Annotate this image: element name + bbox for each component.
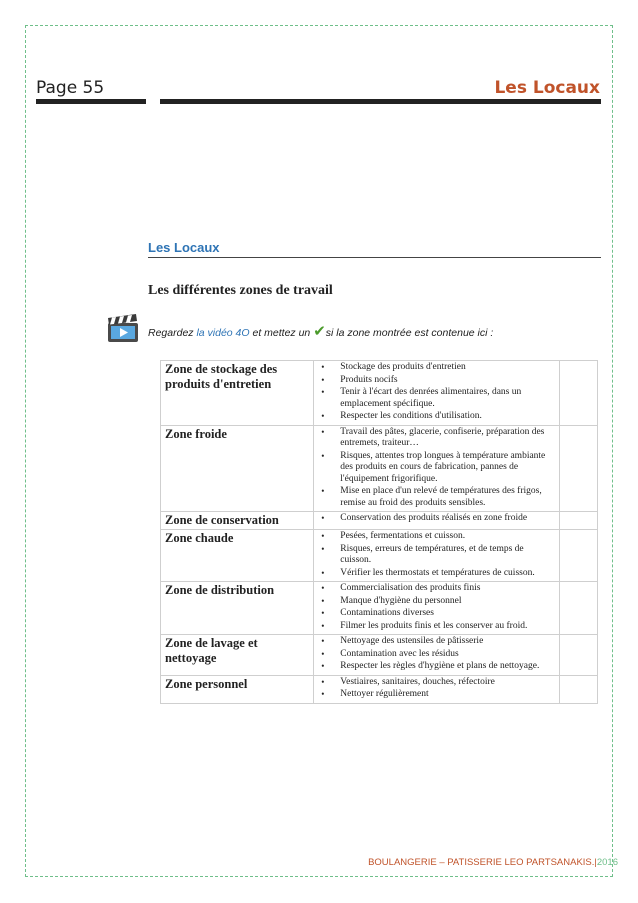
table-row bbox=[161, 530, 598, 582]
list-item: • Travail des pâtes, glacerie, confiserie, préparation des entremets, traiteur… bbox=[318, 427, 555, 450]
check-cell[interactable] bbox=[560, 530, 598, 582]
footer-year: 2016 bbox=[596, 857, 618, 868]
video-link[interactable]: la vidéo 4O bbox=[196, 327, 250, 339]
section-title: Les Locaux bbox=[148, 240, 220, 255]
list-item: • Nettoyage des ustensiles de pâtisserie bbox=[318, 636, 555, 648]
table-row bbox=[161, 425, 598, 512]
zones-table bbox=[160, 360, 598, 704]
list-item: • Produits nocifs bbox=[318, 375, 555, 387]
zone-items-list bbox=[318, 513, 555, 525]
list-item: • Respecter les règles d'hygiène et plans de nettoyage. bbox=[318, 661, 555, 673]
instruction-prefix: Regardez bbox=[148, 327, 197, 339]
zone-name: Zone de distribution bbox=[161, 582, 314, 635]
list-item: • Mise en place d'un relevé de températures des frigos, remise au froid des produits sensibles. bbox=[318, 486, 555, 509]
zone-description bbox=[314, 635, 560, 676]
footer bbox=[368, 857, 618, 868]
table-row bbox=[161, 675, 598, 703]
check-cell[interactable] bbox=[560, 675, 598, 703]
zone-description bbox=[314, 675, 560, 703]
video-clapperboard-icon[interactable] bbox=[106, 314, 140, 344]
zone-name: Zone de lavage et nettoyage bbox=[161, 635, 314, 676]
list-item: • Manque d'hygiène du personnel bbox=[318, 596, 555, 608]
footer-text: BOULANGERIE – PATISSERIE LEO PARTSANAKIS.| bbox=[368, 857, 597, 868]
check-cell[interactable] bbox=[560, 635, 598, 676]
zone-items-list bbox=[318, 677, 555, 701]
page-number: Page 55 bbox=[36, 78, 105, 98]
table-row bbox=[161, 361, 598, 426]
list-item: • Contamination avec les résidus bbox=[318, 649, 555, 661]
section-subtitle: Les différentes zones de travail bbox=[148, 283, 333, 298]
zone-name: Zone froide bbox=[161, 425, 314, 512]
list-item: • Contaminations diverses bbox=[318, 608, 555, 620]
list-item: • Filmer les produits finis et les conserver au froid. bbox=[318, 621, 555, 633]
table-row bbox=[161, 512, 598, 530]
checkmark-icon: ✔ bbox=[313, 323, 326, 340]
check-cell[interactable] bbox=[560, 425, 598, 512]
zone-name: Zone de conservation bbox=[161, 512, 314, 530]
list-item: • Risques, attentes trop longues à température ambiante des produits en cours de fabrication, pannes de l'équipement frigorifique. bbox=[318, 451, 555, 486]
table-row bbox=[161, 635, 598, 676]
zone-items-list bbox=[318, 362, 555, 423]
zone-description bbox=[314, 512, 560, 530]
zone-items-list bbox=[318, 427, 555, 510]
list-item: • Risques, erreurs de températures, et de temps de cuisson. bbox=[318, 544, 555, 567]
list-item: • Pesées, fermentations et cuisson. bbox=[318, 531, 555, 543]
list-item: • Respecter les conditions d'utilisation. bbox=[318, 411, 555, 423]
table-row bbox=[161, 582, 598, 635]
zone-items-list bbox=[318, 531, 555, 579]
zone-name: Zone chaude bbox=[161, 530, 314, 582]
zone-items-list bbox=[318, 636, 555, 673]
zone-description bbox=[314, 425, 560, 512]
header-rule-right bbox=[160, 99, 601, 104]
instruction-suffix: si la zone montrée est contenue ici : bbox=[325, 327, 494, 339]
list-item: • Vestiaires, sanitaires, douches, réfectoire bbox=[318, 677, 555, 689]
zone-name: Zone personnel bbox=[161, 675, 314, 703]
check-cell[interactable] bbox=[560, 512, 598, 530]
list-item: • Vérifier les thermostats et températures de cuisson. bbox=[318, 568, 555, 580]
check-cell[interactable] bbox=[560, 582, 598, 635]
zone-items-list bbox=[318, 583, 555, 632]
zone-description bbox=[314, 582, 560, 635]
check-cell[interactable] bbox=[560, 361, 598, 426]
header-rule-left bbox=[36, 99, 146, 104]
list-item: • Conservation des produits réalisés en zone froide bbox=[318, 513, 555, 525]
header-title: Les Locaux bbox=[494, 78, 600, 98]
list-item: • Stockage des produits d'entretien bbox=[318, 362, 555, 374]
instruction-middle: et mettez un bbox=[249, 327, 314, 339]
instruction-text bbox=[148, 322, 493, 340]
list-item: • Nettoyer régulièrement bbox=[318, 689, 555, 701]
list-item: • Tenir à l'écart des denrées alimentaires, dans un emplacement spécifique. bbox=[318, 387, 555, 410]
zone-description bbox=[314, 361, 560, 426]
zone-name: Zone de stockage des produits d'entretien bbox=[161, 361, 314, 426]
section-divider bbox=[148, 257, 601, 258]
zone-description bbox=[314, 530, 560, 582]
list-item: • Commercialisation des produits finis bbox=[318, 583, 555, 595]
